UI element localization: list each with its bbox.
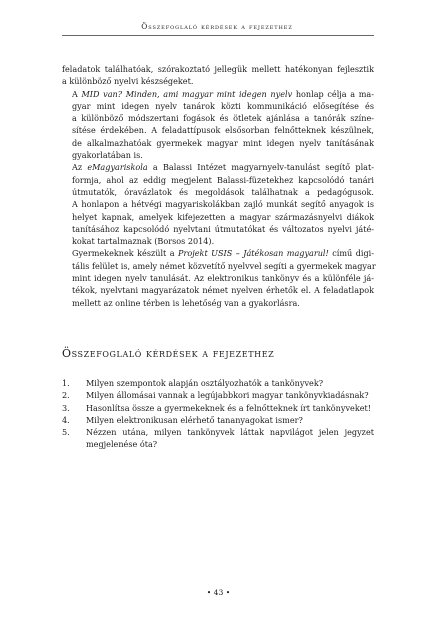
page-number: • 43 • (206, 588, 231, 597)
text-line: útmutatók, óravázlatok és megoldások találhatnak a pedagógusok. (72, 186, 374, 197)
question-number: 2. (62, 390, 70, 401)
text-line (62, 161, 374, 173)
header-rule (62, 35, 374, 36)
question-text: Milyen állomásai vannak a legújabbkori magyar tankönyvkiadásnak? (86, 390, 369, 401)
question-text: Milyen szempontok alapján osztályozhatók a tankönyvek? (86, 378, 324, 388)
text-line: mint idegen nyelv tanulását. Az elektronikus tankönyv és a különféle já- (72, 273, 374, 284)
section-title: Összefoglaló kérdések a fejezethez (62, 347, 275, 360)
text-run: honlap célja a ma- (292, 88, 374, 99)
text-line: feladatok találhatóak, szórakoztató jellegük mellett hatékonyan fejlesztik (62, 64, 374, 74)
running-header-title: Összefoglaló kérdések a fejezethez (141, 22, 293, 31)
text-line: a különböző nyelvi készségeket. (62, 76, 194, 87)
question-text: megjelenése óta? (86, 439, 158, 450)
question-item (62, 414, 374, 426)
text-line: A honlapon a hétvégi magyariskolákban zajló munkát segítő anyagok is (72, 199, 374, 210)
text-line: tékok, nyelvtani magyarázatok német nyelven érhetők el. A feladatlapok (72, 285, 374, 296)
paragraph (62, 247, 374, 308)
question-number: 5. (62, 427, 70, 438)
question-text: Nézzen utána, milyen tankönyvek láttak napvilágot jelen jegyzet (86, 427, 374, 438)
text-line: kokat tartalmaznak (Borsos 2014). (72, 236, 215, 247)
text-line: de alkalmazhatóak gyermekek magyar mint idegen nyelv tanításának (72, 137, 374, 148)
text-line: tális felület is, amely német közvetítő nyelvvel segíti a gyermekek magyar (72, 260, 376, 271)
question-list (62, 377, 374, 451)
text-run: a Balassi Intézet magyarnyelv-tanulást segítő plat- (147, 162, 374, 173)
paragraph (62, 161, 374, 247)
text-run: Az (72, 162, 88, 173)
question-item (62, 426, 374, 451)
text-line (62, 247, 374, 259)
platform-name: eMagyariskola (87, 162, 148, 173)
text-line: tanításához kapcsolódó nyelvtani útmutatókat és változatos nyelvi játé- (72, 223, 374, 234)
text-run: című digi- (328, 248, 374, 259)
text-run: Gyermekeknek készült a (72, 248, 179, 259)
text-line: gyakorlatában is. (72, 150, 143, 161)
text-line: a különböző módszertani fogások és ötletek ajánlása a tanórák színe- (72, 113, 374, 124)
question-text: Hasonlítsa össze a gyermekeknek és a felnőtteknek írt tankönyveket! (86, 402, 372, 413)
question-text: Milyen elektronikusan elérhető tananyagokat ismer? (86, 414, 303, 425)
text-line: mellett az online térben is lehetőség van a gyakorlásra. (72, 297, 300, 308)
body-text (62, 63, 374, 309)
text-line: sítése érdekében. A feladattípusok elsősorban felnőtteknek készülnek, (72, 125, 374, 136)
text-line: helyet kapnak, amelyek kifejezetten a magyar származásnyelvi diákok (72, 211, 374, 222)
question-item (62, 377, 374, 389)
paragraph (62, 63, 374, 88)
paragraph (62, 88, 374, 162)
project-title: Projekt USIS – Játékosan magyarul! (178, 248, 329, 259)
text-line: formja, ahol az eddig megjelent Balassi-füzetekhez kapcsolódó tanári (72, 174, 374, 185)
question-number: 1. (62, 378, 70, 388)
text-line: gyar mint idegen nyelv tanárok közti kommunikáció elősegítése és (72, 100, 374, 111)
question-item (62, 402, 374, 414)
text-run: A (72, 88, 82, 99)
question-number: 3. (62, 402, 70, 413)
question-number: 4. (62, 414, 70, 425)
text-line (62, 88, 374, 100)
question-item (62, 389, 374, 401)
website-title: MID van? Minden, ami magyar mint idegen nyelv (81, 88, 293, 99)
